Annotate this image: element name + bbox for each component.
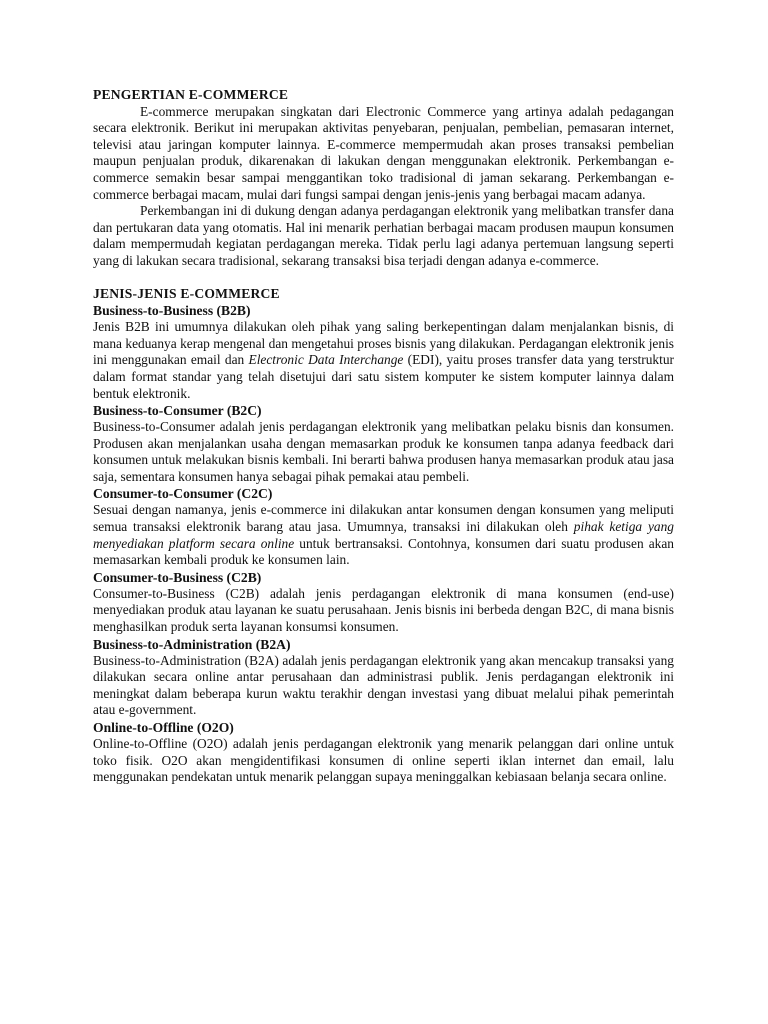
heading-c2b: Consumer-to-Business (C2B): [93, 569, 262, 585]
b2b-text-start: Jenis B2B ini umumnya dilakukan oleh pihak yang saling berkepentingan dalam menjalankan bisnis, di mana keduanya kerap mengenal dan mengetahui proses bisnis yang dilakukan. Perdagangan elektronik jenis ini menggunakan email dan: [93, 319, 674, 368]
paragraph-c2c: [93, 502, 674, 568]
paragraph-b2c: Business-to-Consumer adalah jenis perdagangan elektronik yang melibatkan pelaku bisnis dan konsumen. Produsen akan menjalankan usaha dengan memasarkan produk ke konsumen tanpa adanya feedback dari konsumen untuk melakukan bisnis kembali. Ini berarti bahwa produsen hanya memasarkan produk atau jasa saja, sementara konsumen hanya sebagai pihak pemakai atau pembeli.: [93, 419, 674, 484]
paragraph-c2b: Consumer-to-Business (C2B) adalah jenis perdagangan elektronik di mana konsumen (end-use) menyediakan produk atau layanan ke suatu perusahaan. Jenis bisnis ini berbeda dengan B2C, di mana bisnis menghasilkan produk serta layanan konsumsi konsumen.: [93, 585, 674, 635]
b2b-text-end: (EDI), yaitu proses transfer data yang terstruktur dalam format standar yang telah disetujui dari satu sistem komputer ke sistem komputer lainnya dalam bentuk elektronik.: [93, 352, 675, 401]
c2c-text-italic: pihak ketiga yang menyediakan platform secara online: [93, 519, 674, 551]
document-body: [93, 87, 674, 786]
c2c-text-end: untuk bertransaksi. Contohnya, konsumen dari suatu produsen akan memasarkan kembali produk ke konsumen lain.: [93, 535, 674, 568]
paragraph-definition: E-commerce merupakan singkatan dari Electronic Commerce yang artinya adalah pedagangan secara elektronik. Berikut ini merupakan aktivitas penyebaran, penjualan, pembelian, pemasaran internet, televisi atau jaringan komputer lainnya. E-commerce mempermudah akan proses transaksi pembelian maupun penjualan produk, dikarenakan di lakukan dengan menggunakan elektronik. Perkembangan e-commerce semakin besar sampai menggantikan toko tradisional di jaman sekarang. Perkembangan e-commerce berbagai macam, mulai dari fungsi sampai dengan jenis-jenis yang berbagai macam adanya.: [93, 103, 674, 202]
heading-b2b: Business-to-Business (B2B): [93, 303, 251, 319]
heading-b2a: Business-to-Administration (B2A): [93, 636, 291, 652]
section-title-pengertian: PENGERTIAN E-COMMERCE: [93, 87, 289, 102]
paragraph-b2b: [93, 319, 674, 402]
section-spacer: [93, 270, 674, 286]
heading-b2c: Business-to-Consumer (B2C): [93, 403, 262, 419]
section-title-jenis: JENIS-JENIS E-COMMERCE: [93, 285, 280, 301]
paragraph-b2a: Business-to-Administration (B2A) adalah jenis perdagangan elektronik yang akan mencakup transaksi yang dilakukan secara online antar perusahaan dan administrasi publik. Jenis perdagangan elektronik ini meningkat dalam beberapa kurun waktu terakhir dengan investasi yang dibuat melalui pihak pemerintah atau e-government.: [93, 652, 674, 718]
c2c-text-start: Sesuai dengan namanya, jenis e-commerce ini dilakukan antar konsumen dengan konsumen yang meliputi semua transaksi elektronik barang atau jasa. Umumnya, transaksi ini dilakukan oleh: [93, 502, 674, 535]
paragraph-development: Perkembangan ini di dukung dengan adanya perdagangan elektronik yang melibatkan transfer dana dan pertukaran data yang otomatis. Hal ini menarik perhatian berbagai macam produsen maupun konsumen dalam mempermudah kegiatan perdagangan mereka. Tidak perlu lagi adanya pertemuan langsung seperti yang di lakukan secara tradisional, sekarang transaksi bisa terjadi dengan adanya e-commerce.: [93, 203, 674, 268]
heading-c2c: Consumer-to-Consumer (C2C): [93, 486, 273, 502]
b2b-text-italic: Electronic Data Interchange: [248, 352, 404, 368]
heading-o2o: Online-to-Offline (O2O): [93, 720, 234, 735]
paragraph-o2o: Online-to-Offline (O2O) adalah jenis perdagangan elektronik yang menarik pelanggan dari online untuk toko fisik. O2O akan mengidentifikasi konsumen di online seperti iklan internet dan email, lalu menggunakan pendekatan untuk menarik pelanggan supaya meninggalkan kebiasaan belanja secara online.: [93, 736, 674, 785]
